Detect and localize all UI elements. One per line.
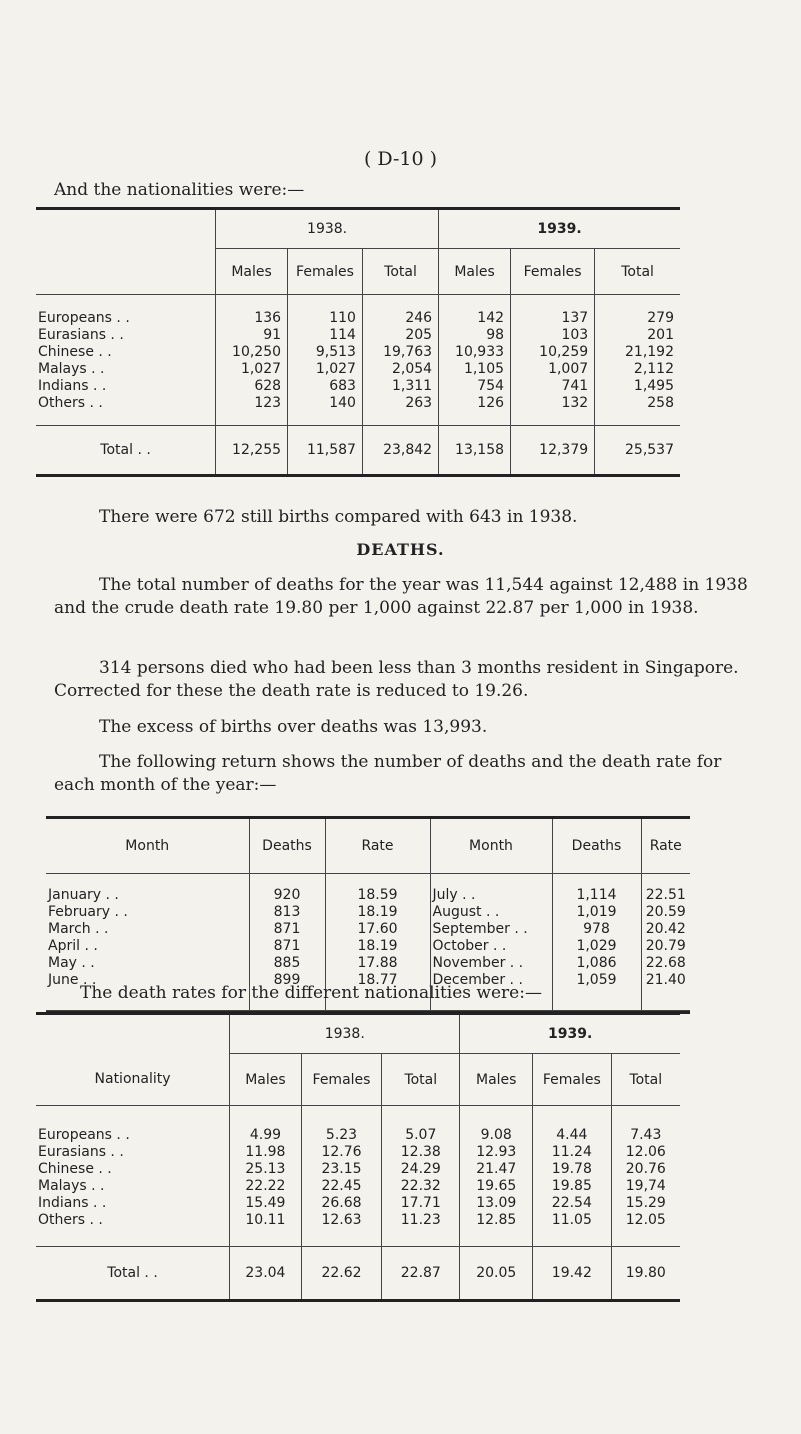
col-header: Males xyxy=(460,1054,533,1106)
table-cell: 23.04 xyxy=(230,1247,302,1301)
table-cell: 5.07 xyxy=(382,1106,460,1144)
births-body xyxy=(36,295,680,426)
table-cell: 142 xyxy=(439,295,511,327)
table-cell: 279 xyxy=(595,295,680,327)
col-header: Females xyxy=(511,249,595,295)
table-cell: 899 xyxy=(249,971,325,1011)
col-header: Females xyxy=(301,1054,381,1106)
col-header: Males xyxy=(216,249,288,295)
table-cell: 5.23 xyxy=(301,1106,381,1144)
row-label: August . . xyxy=(430,903,552,920)
table-cell: 23.15 xyxy=(301,1160,381,1177)
table-cell: 19.42 xyxy=(533,1247,612,1301)
table-cell: 1,311 xyxy=(362,377,438,394)
year-1939-header: 1939. xyxy=(460,1014,680,1054)
table-cell: 13,158 xyxy=(439,426,511,476)
table-row xyxy=(46,903,690,920)
row-label: Chinese . . xyxy=(38,1160,112,1177)
births-total-row xyxy=(36,426,680,476)
row-label: Malays . . xyxy=(38,1177,105,1194)
table-cell: 9.08 xyxy=(460,1106,533,1144)
table-cell: 18.19 xyxy=(325,937,430,954)
births-by-nationality-table xyxy=(36,207,680,477)
table-cell: 15.29 xyxy=(611,1194,680,1211)
table-cell: 1,114 xyxy=(552,874,641,904)
col-header: Total xyxy=(382,1054,460,1106)
table-cell: 2,054 xyxy=(362,360,438,377)
table-cell: 1,029 xyxy=(552,937,641,954)
table-cell: 1,007 xyxy=(511,360,595,377)
col-header: Deaths xyxy=(249,818,325,874)
table-cell: 1,086 xyxy=(552,954,641,971)
table-row xyxy=(46,874,690,904)
table-row xyxy=(46,954,690,971)
table-cell: 140 xyxy=(288,394,363,426)
table-cell: 22.87 xyxy=(382,1247,460,1301)
table-row xyxy=(36,1211,680,1247)
col-header: Males xyxy=(230,1054,302,1106)
table-cell: 11.05 xyxy=(533,1211,612,1247)
row-label: Europeans . . xyxy=(38,1126,130,1143)
row-label: September . . xyxy=(430,920,552,937)
table-row xyxy=(36,326,680,343)
table-cell: 19,74 xyxy=(611,1177,680,1194)
table-cell: 10.11 xyxy=(230,1211,302,1247)
row-label: Total . . xyxy=(107,1265,158,1281)
row-label: Indians . . xyxy=(38,377,107,394)
table-cell: 21,192 xyxy=(595,343,680,360)
table-cell: 91 xyxy=(216,326,288,343)
table-row xyxy=(36,1106,680,1144)
rates-total-row xyxy=(36,1247,680,1301)
table-row xyxy=(36,394,680,426)
col-header: Total xyxy=(595,249,680,295)
table-cell: 18.77 xyxy=(325,971,430,1011)
deaths-paragraph-3: The excess of births over deaths was 13,993. xyxy=(99,717,488,737)
table-cell: 21.47 xyxy=(460,1160,533,1177)
table-row xyxy=(36,360,680,377)
row-label: Total . . xyxy=(100,442,151,458)
table-cell: 12.93 xyxy=(460,1143,533,1160)
table-cell: 205 xyxy=(362,326,438,343)
table-cell: 15.49 xyxy=(230,1194,302,1211)
table-cell: 114 xyxy=(288,326,363,343)
row-label: Others . . xyxy=(38,394,103,411)
table-cell: 18.19 xyxy=(325,903,430,920)
table-cell: 22.45 xyxy=(301,1177,381,1194)
year-1939-header: 1939. xyxy=(439,209,680,249)
col-header: Month xyxy=(430,818,552,874)
table-cell: 10,250 xyxy=(216,343,288,360)
table-cell: 19,763 xyxy=(362,343,438,360)
table-cell: 22.22 xyxy=(230,1177,302,1194)
table-cell: 21.40 xyxy=(641,971,690,1011)
table-cell: 11.23 xyxy=(382,1211,460,1247)
table-cell: 103 xyxy=(511,326,595,343)
table-cell: 1,495 xyxy=(595,377,680,394)
col-header: Total xyxy=(611,1054,680,1106)
table-cell: 126 xyxy=(439,394,511,426)
table-cell: 123 xyxy=(216,394,288,426)
table-cell: 10,259 xyxy=(511,343,595,360)
table-cell: 978 xyxy=(552,920,641,937)
page-number: ( D-10 ) xyxy=(363,148,438,170)
table-row xyxy=(36,343,680,360)
rates-intro: The death rates for the different nationalities were:— xyxy=(80,983,542,1003)
table-cell: 20.79 xyxy=(641,937,690,954)
table-cell: 11,587 xyxy=(288,426,363,476)
table-cell: 19.80 xyxy=(611,1247,680,1301)
row-label: Eurasians . . xyxy=(38,1143,124,1160)
col-header: Total xyxy=(362,249,438,295)
deaths-paragraph-1: The total number of deaths for the year was 11,544 against 12,488 in 1938 and the crude death rate 19.80 per 1,000 against 22.87 per 1,000 in 1938. xyxy=(54,575,748,618)
col-header: Rate xyxy=(325,818,430,874)
table-cell: 12,379 xyxy=(511,426,595,476)
table-cell: 741 xyxy=(511,377,595,394)
row-label: Chinese . . xyxy=(38,343,112,360)
table-cell: 628 xyxy=(216,377,288,394)
table-cell: 98 xyxy=(439,326,511,343)
col-header: Rate xyxy=(641,818,690,874)
table-cell: 17.71 xyxy=(382,1194,460,1211)
row-label: Eurasians . . xyxy=(38,326,124,343)
col-header: Month xyxy=(125,838,170,854)
table-cell: 20.76 xyxy=(611,1160,680,1177)
table-cell: 1,105 xyxy=(439,360,511,377)
deaths-heading: DEATHS. xyxy=(356,540,445,559)
row-label: December . . xyxy=(430,971,552,1011)
row-label: October . . xyxy=(430,937,552,954)
row-label: November . . xyxy=(430,954,552,971)
table-cell: 1,027 xyxy=(216,360,288,377)
table-cell: 10,933 xyxy=(439,343,511,360)
row-label: June . . xyxy=(48,971,97,988)
table-cell: 12.05 xyxy=(611,1211,680,1247)
table-cell: 136 xyxy=(216,295,288,327)
table-cell: 17.60 xyxy=(325,920,430,937)
table-cell: 871 xyxy=(249,937,325,954)
table-cell: 19.78 xyxy=(533,1160,612,1177)
table-cell: 920 xyxy=(249,874,325,904)
table-cell: 1,027 xyxy=(288,360,363,377)
births-intro: And the nationalities were:— xyxy=(54,180,305,200)
table-cell: 25.13 xyxy=(230,1160,302,1177)
table-cell: 22.54 xyxy=(533,1194,612,1211)
table-cell: 12.06 xyxy=(611,1143,680,1160)
table-cell: 871 xyxy=(249,920,325,937)
row-label: July . . xyxy=(430,874,552,904)
deaths-paragraph-4: The following return shows the number of deaths and the death rate for each month of the year:— xyxy=(54,752,722,795)
table-row xyxy=(36,377,680,394)
table-cell: 20.42 xyxy=(641,920,690,937)
year-1938-header: 1938. xyxy=(216,209,439,249)
death-rates-table xyxy=(36,1012,680,1302)
col-header: Deaths xyxy=(552,818,641,874)
table-cell: 19.85 xyxy=(533,1177,612,1194)
row-label: Indians . . xyxy=(38,1194,107,1211)
table-cell: 263 xyxy=(362,394,438,426)
col-header: Nationality xyxy=(94,1071,171,1088)
table-cell: 683 xyxy=(288,377,363,394)
table-cell: 110 xyxy=(288,295,363,327)
table-cell: 885 xyxy=(249,954,325,971)
table-row xyxy=(36,1160,680,1177)
table-cell: 246 xyxy=(362,295,438,327)
table-row xyxy=(46,920,690,937)
row-label: March . . xyxy=(48,920,109,937)
table-cell: 22.32 xyxy=(382,1177,460,1194)
table-cell: 22.68 xyxy=(641,954,690,971)
table-cell: 1,059 xyxy=(552,971,641,1011)
table-cell: 13.09 xyxy=(460,1194,533,1211)
table-cell: 11.98 xyxy=(230,1143,302,1160)
table-row xyxy=(46,937,690,954)
row-label: Malays . . xyxy=(38,360,105,377)
table-cell: 24.29 xyxy=(382,1160,460,1177)
table-cell: 20.05 xyxy=(460,1247,533,1301)
table-cell: 12,255 xyxy=(216,426,288,476)
row-label: May . . xyxy=(48,954,95,971)
table-cell: 813 xyxy=(249,903,325,920)
row-label: April . . xyxy=(48,937,98,954)
table-cell: 12.85 xyxy=(460,1211,533,1247)
col-header: Females xyxy=(533,1054,612,1106)
table-cell: 26.68 xyxy=(301,1194,381,1211)
table-cell: 12.76 xyxy=(301,1143,381,1160)
table-cell: 2,112 xyxy=(595,360,680,377)
table-cell: 4.99 xyxy=(230,1106,302,1144)
table-cell: 7.43 xyxy=(611,1106,680,1144)
table-cell: 12.63 xyxy=(301,1211,381,1247)
row-label: January . . xyxy=(48,886,119,903)
table-cell: 25,537 xyxy=(595,426,680,476)
year-1938-header: 1938. xyxy=(230,1014,460,1054)
rates-body xyxy=(36,1106,680,1247)
table-cell: 9,513 xyxy=(288,343,363,360)
table-row xyxy=(36,1177,680,1194)
table-cell: 1,019 xyxy=(552,903,641,920)
deaths-paragraph-2: 314 persons died who had been less than 3 months resident in Singapore. Corrected for these the death rate is reduced to 19.26. xyxy=(54,658,739,701)
table-cell: 23,842 xyxy=(362,426,438,476)
table-cell: 132 xyxy=(511,394,595,426)
table-cell: 22.62 xyxy=(301,1247,381,1301)
table-cell: 17.88 xyxy=(325,954,430,971)
table-row xyxy=(36,1143,680,1160)
row-label: Europeans . . xyxy=(38,309,130,326)
table-cell: 22.51 xyxy=(641,874,690,904)
col-header: Females xyxy=(288,249,363,295)
table-cell: 11.24 xyxy=(533,1143,612,1160)
table-row xyxy=(36,295,680,327)
still-births-text: There were 672 still births compared with 643 in 1938. xyxy=(99,507,578,527)
table-cell: 258 xyxy=(595,394,680,426)
table-cell: 18.59 xyxy=(325,874,430,904)
col-header: Males xyxy=(439,249,511,295)
table-cell: 4.44 xyxy=(533,1106,612,1144)
table-cell: 19.65 xyxy=(460,1177,533,1194)
table-cell: 201 xyxy=(595,326,680,343)
table-cell: 137 xyxy=(511,295,595,327)
table-cell: 754 xyxy=(439,377,511,394)
table-cell: 12.38 xyxy=(382,1143,460,1160)
row-label: Others . . xyxy=(38,1211,103,1228)
table-cell: 20.59 xyxy=(641,903,690,920)
row-label: February . . xyxy=(48,903,128,920)
table-row xyxy=(36,1194,680,1211)
